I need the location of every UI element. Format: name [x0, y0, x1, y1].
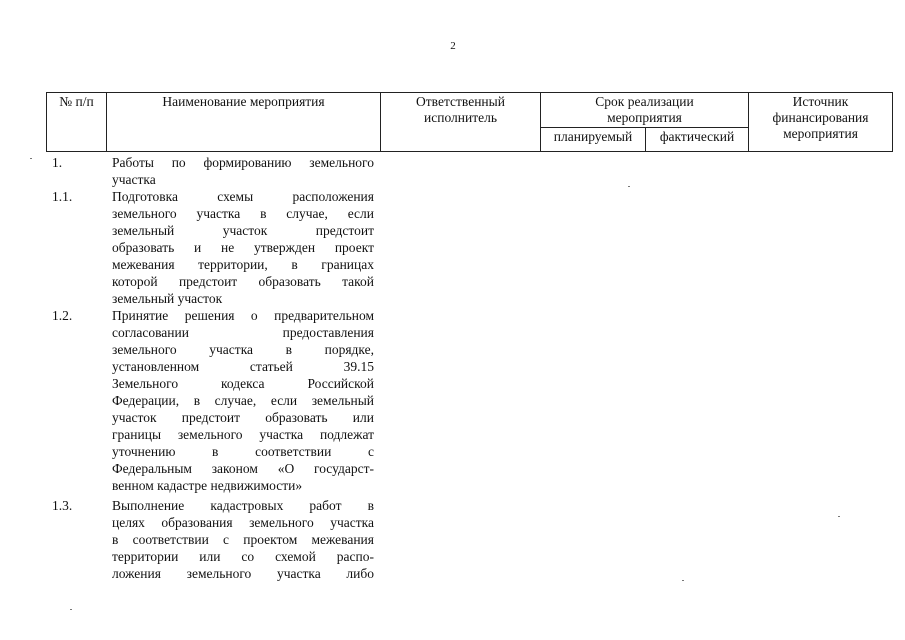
header-name-cell [107, 93, 381, 152]
row-1-line: Работы по формированию земельного [112, 155, 374, 170]
header-responsible-cell [381, 93, 541, 152]
header-source-cell [749, 93, 893, 152]
row-1-2-line: Федеральным законом «О государст- [112, 461, 374, 476]
header-actual-cell [646, 128, 749, 152]
header-actual-label: фактический [659, 129, 735, 144]
header-number-label: № п/п [59, 94, 94, 109]
row-1-1-number: 1.1. [52, 189, 73, 204]
row-1-2-line: венном кадастре недвижимости» [112, 478, 303, 493]
row-1-2-line: установленном статьей 39.15 [112, 359, 374, 374]
scan-speck [838, 516, 840, 517]
row-1-3-line: Выполнение кадастровых работ в [112, 498, 374, 513]
row-1-3-line: в соответствии с проектом межевания [112, 532, 374, 547]
row-1-1-line: Подготовка схемы расположения [112, 189, 374, 204]
row-1-2-line: земельного участка в порядке, [112, 342, 374, 357]
header-name-label: Наименование мероприятия [162, 94, 325, 109]
scan-speck [30, 158, 32, 159]
row-1-line: участка [112, 172, 156, 187]
row-1-2-line: участок предстоит образовать или [112, 410, 374, 425]
header-term-label-line1: Срок реализации [595, 94, 694, 109]
row-1-text [112, 154, 374, 188]
row-1-3-line: ложения земельного участка либо [112, 566, 374, 581]
header-responsible-label-line2: исполнитель [424, 110, 497, 125]
header-source-label-line2: финансирования [772, 110, 869, 125]
scan-speck [628, 186, 630, 187]
header-number-cell [47, 93, 107, 152]
row-1-1-line: земельный участок [112, 291, 223, 306]
row-1-1-text [112, 188, 374, 307]
header-term-cell [541, 93, 749, 128]
row-1-2-line: Земельного кодекса Российской [112, 376, 374, 391]
header-term-label-line2: мероприятия [607, 110, 682, 125]
row-1-1-line: которой предстоит образовать такой [112, 274, 374, 289]
table-header [46, 92, 893, 152]
row-1-2-number: 1.2. [52, 308, 73, 323]
header-source-label-line3: мероприятия [783, 126, 858, 141]
header-planned-label: планируемый [553, 129, 633, 144]
scan-speck [70, 609, 72, 610]
row-1-3-number: 1.3. [52, 498, 73, 513]
row-1-3-line: целях образования земельного участка [112, 515, 374, 530]
row-1-2-line: Принятие решения о предварительном [112, 308, 374, 323]
row-1-2-line: границы земельного участка подлежат [112, 427, 374, 442]
row-1-2-line: согласовании предоставления [112, 325, 374, 340]
row-1-2-line: Федерации, в случае, если земельный [112, 393, 374, 408]
header-source-label-line1: Источник [792, 94, 849, 109]
row-1-1-line: образовать и не утвержден проект [112, 240, 374, 255]
row-1-number: 1. [52, 155, 63, 170]
row-1-1-line: межевания территории, в границах [112, 257, 374, 272]
row-1-1-line: земельного участка в случае, если [112, 206, 374, 221]
page-number: 2 [450, 40, 456, 52]
row-1-2-text [112, 307, 374, 494]
row-1-2-line: уточнению в соответствии с [112, 444, 374, 459]
scan-speck [682, 580, 684, 581]
header-responsible-label-line1: Ответственный [416, 94, 505, 109]
row-1-3-text [112, 497, 374, 582]
row-1-1-line: земельный участок предстоит [112, 223, 374, 238]
header-planned-cell [541, 128, 646, 152]
row-1-3-line: территории или со схемой распо- [112, 549, 374, 564]
